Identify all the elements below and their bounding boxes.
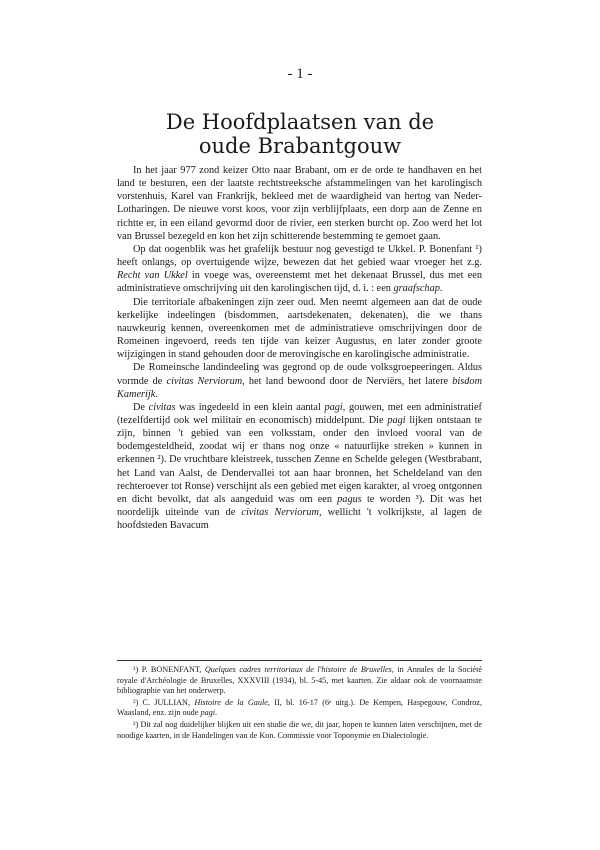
paragraph-text: De Romeinsche landindeeling was gegrond op de oude volksgroepeeringen. Aldus vormde de: [117, 362, 482, 387]
paragraph-text: In het jaar 977 zond keizer Otto naar Brabant, om er de orde te handhaven en het land te besturen, een der laatste rechtstreeksche afstammelingen van het karolingisch vorstenhuis, Karel van Frankrijk, bekleed met de waardigheid van hertog van Neder-Lotharingen. De nieuwe vorst koos, voor zijn verblijfplaats, een dorp aan de Zenne en richtte er, in een eiland gevormd door de rivier, een sterken burcht op. Zoo werd het lot van Brussel bezegeld en kon het zijn schitterende bestemming te gemoet gaan.: [117, 165, 482, 242]
paragraph-emphasis: bisdom Kamerijk: [117, 375, 483, 400]
footnote-emphasis: Quelques cadres territoriaux de l'histoire de Bruxelles: [204, 665, 392, 674]
paragraph-emphasis: graafschap: [393, 283, 440, 295]
footnote-2: [117, 698, 482, 719]
paragraph-text: , gouwen, met een administratief (tezelfdertijd ook wel militair en economisch) middelpunt. Die: [117, 401, 482, 426]
paragraph-text: lijken ontstaan te zijn, binnen 't gebied van een volksstam, onder den invloed vooral van de bodemgesteldheid, zoodat wij er thans nog onze « natuurlijke streken » kunnen in erkennen ²). De vruchtbare kleistreek, tusschen Zenne en Schelde gelegen (Westbrabant, het Land van Aalst, de Dendervallei tot aan haar bronnen, het Scheldeland van den rechteroever tot Ronse) verschijnt als een gebied met eigen karakter, al vroeg ontgonnen en dicht bevolkt, dat als aangeduid was om een: [117, 414, 483, 505]
paragraph-emphasis: pagi: [387, 414, 406, 426]
footnote-emphasis: Histoire de la Gaule: [194, 697, 268, 707]
article-body: [117, 164, 482, 532]
paragraph-emphasis: civitas Nerviorum: [166, 375, 243, 387]
footnote-emphasis: pagi: [200, 708, 216, 718]
title-line-2: oude Brabantgouw: [198, 134, 402, 158]
paragraph-emphasis: pagus: [337, 493, 362, 505]
footnote-text: ¹) P. BONENFANT,: [133, 665, 205, 674]
paragraph-emphasis: civitas Nerviorum: [241, 507, 319, 519]
paragraph-text: De: [133, 401, 149, 413]
paragraph-text: Op dat oogenblik was het grafelijk bestuur nog gevestigd te Ukkel. P. Bonenfant ¹) heeft onlangs, op overtuigende wijze, bewezen dat het gebied waar vroeger het z.g.: [117, 243, 482, 269]
paragraph-2: [117, 243, 482, 296]
paragraph-emphasis: civitas: [148, 401, 176, 413]
paragraph-5: [117, 401, 482, 533]
paragraph-emphasis: Recht van Ukkel: [117, 270, 188, 282]
footnote-3: [117, 720, 482, 741]
paragraph-text: , wellicht 't volkrijkste, al lagen de hoofdsteden Bavacum: [117, 507, 482, 532]
paragraph-emphasis: pagi: [324, 401, 343, 413]
footnote-text: ²) C. JULLIAN,: [133, 697, 195, 707]
paragraph-text: .: [439, 283, 443, 295]
page-title: [0, 110, 600, 158]
paragraph-text: Die territoriale afbakeningen zijn zeer oud. Men neemt algemeen aan dat de oude kerkelijke indeelingen (bisdommen, aartsdekenaten, dekenaten), die we thans nauwkeurig kennen, overeenkomen met de administratieve omschrijvingen door de Romeinen ingevoerd, reeds ten tijde van keizer Augustus, en later zonder groote wijzigingen in stand gehouden door de merovingische en karolingische administratie.: [117, 296, 482, 361]
paragraph-1: [117, 164, 482, 243]
footnote-text: , II, bl. 16-17 (6ᵉ uitg.). De Kempen, Haspegouw, Condroz, Waasland, enz. zijn oude: [117, 697, 482, 718]
paragraph-3: [117, 296, 482, 362]
paragraph-text: , het land bewoond door de Nerviërs, het latere: [242, 375, 453, 387]
page-number: - 1 -: [287, 66, 313, 82]
footnote-text: .: [215, 708, 218, 718]
footnote-text: , in Annales de la Société royale d'Archéologie de Bruxelles, XXXVIII (1934), bl. 5-45, met kaarten. Zie aldaar ook de voornaamste bibliographie van het onderwerp.: [117, 665, 482, 696]
footnote-text: ³) Dit zal nog duidelijker blijken uit een studie die we, dit jaar, hopen te kunnen laten verschijnen, met de noodige kaarten, in de Handelingen van de Kon. Commissie voor Toponymie en Dialectologie.: [117, 719, 482, 740]
paragraph-text: .: [155, 388, 158, 400]
paragraph-4: [117, 361, 482, 400]
paragraph-text: in voege was, overeenstemt met het dekenaat Brussel, dus met een administratieve omschrijving uit den karolingischen tijd, d. i. : een: [117, 270, 482, 295]
footnote-divider: [117, 660, 482, 661]
paragraph-text: te worden ³). Dit was het noordelijk uiteinde van de: [117, 493, 482, 519]
footnotes: [117, 665, 482, 742]
footnote-1: [117, 665, 482, 697]
title-line-1: De Hoofdplaatsen van de: [165, 110, 435, 134]
paragraph-text: was ingedeeld in een klein aantal: [175, 401, 325, 413]
